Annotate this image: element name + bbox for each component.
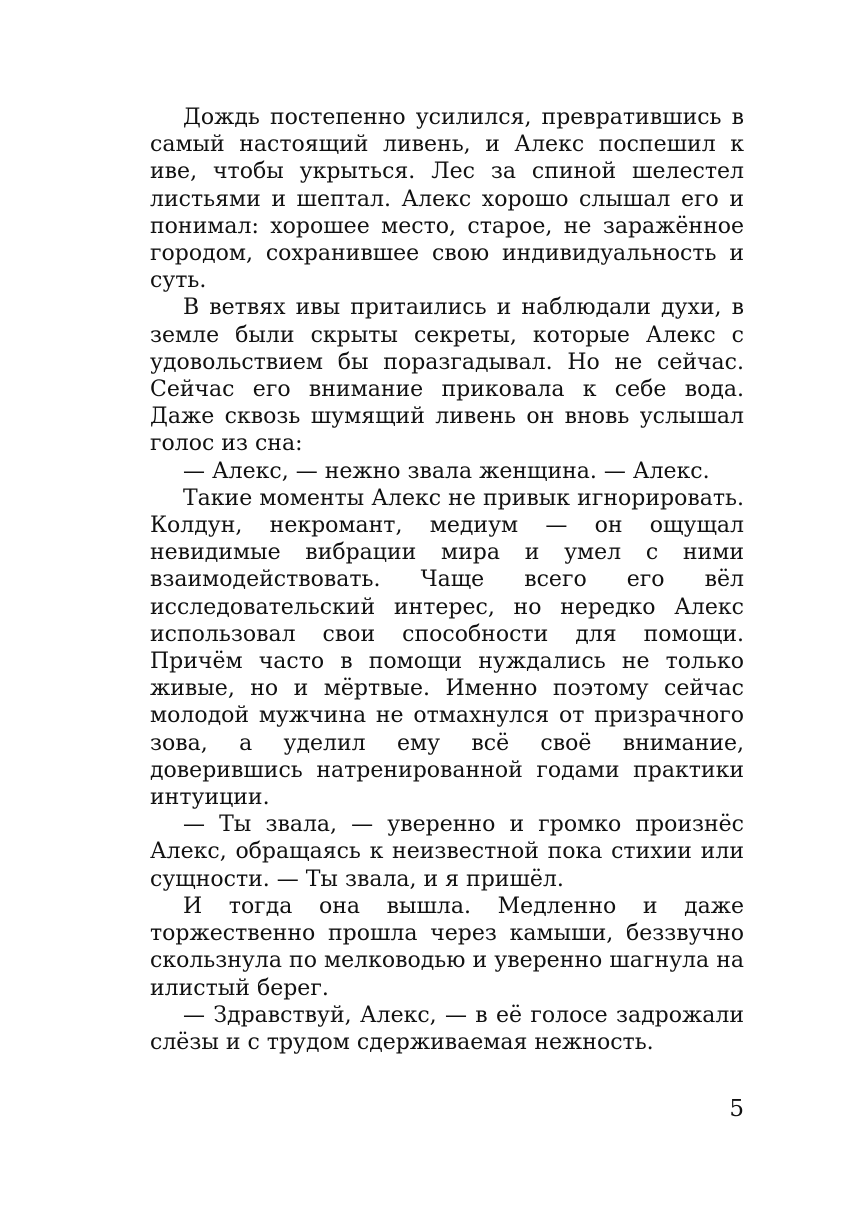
paragraph-5: — Ты звала, — уверенно и громко произнёс Алекс, обращаясь к неизвестной пока стихии или сущности. — Ты звала, и я пришёл. <box>150 812 744 892</box>
paragraph-6: И тогда она вышла. Медленно и даже торжественно прошла через камыши, беззвучно скользнула по мелководью и уверенно шагнула на илистый берег. <box>150 893 744 1001</box>
paragraph-4: Такие моменты Алекс не привык игнорировать. Колдун, некромант, медиум — он ощущал невидимые вибрации мира и умел с ними взаимодействовать. Чаще всего его вёл исследовательский интерес, но нередко Алекс использовал свои способности для помощи. Причём часто в помощи нуждались не только живые, но и мёртвые. Именно поэтому сейчас молодой мужчина не отмахнулся от призрачного зова, а уделил ему всё своё внимание, доверившись натренированной годами практики интуиции. <box>150 485 744 811</box>
paragraph-7: — Здравствуй, Алекс, — в её голосе задрожали слёзы и с трудом сдерживаемая нежность. <box>150 1002 744 1055</box>
paragraph-1: Дождь постепенно усилился, превратившись в самый настоящий ливень, и Алекс поспешил к иве, чтобы укрыться. Лес за спиной шелестел листьями и шептал. Алекс хорошо слышал его и понимал: хорошее место, старое, не заражённое городом, сохранившее свою индивидуальность и суть. <box>150 105 744 294</box>
paragraph-3: — Алекс, — нежно звала женщина. — Алекс. <box>183 458 710 484</box>
body-text <box>150 104 744 1056</box>
paragraph-2: В ветвях ивы притаились и наблюдали духи, в земле были скрыты секреты, которые Алекс с удовольствием бы поразгадывал. Но не сейчас. Сейчас его внимание приковала к себе вода. Даже сквозь шумящий ливень он вновь услышал голос из сна: <box>150 295 744 457</box>
page-number: 5 <box>729 1096 744 1122</box>
